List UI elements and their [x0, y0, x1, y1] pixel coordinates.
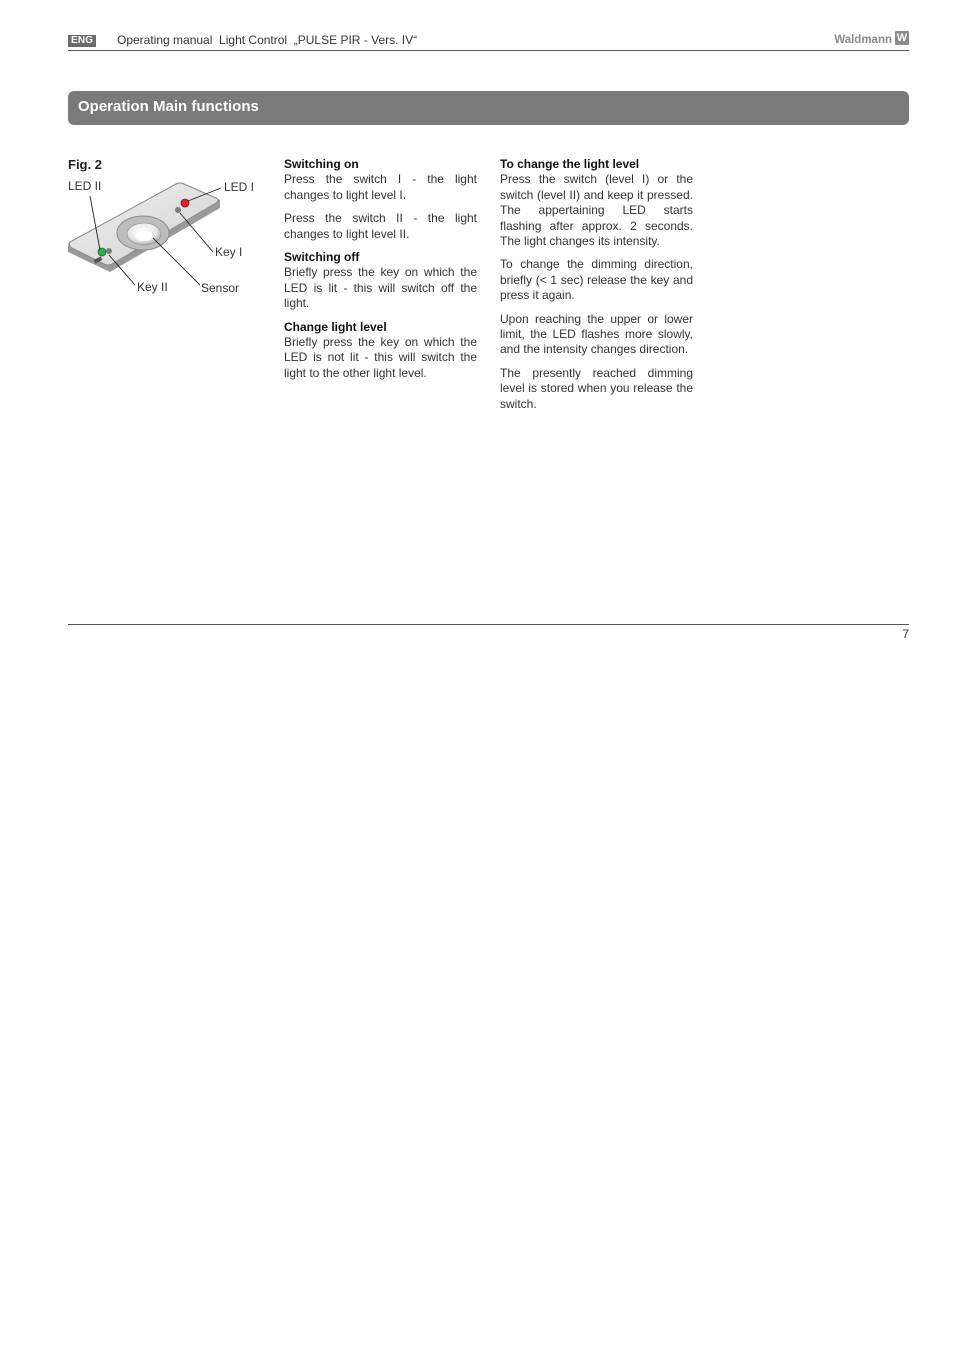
column-switching [284, 157, 477, 389]
section-title: Operation Main functions [78, 98, 259, 115]
figure-label: Fig. 2 [68, 157, 102, 172]
led-ii-green [98, 248, 106, 256]
dimming-text-1: Press the switch (level I) or the switch (level II) and keep it pressed. The appertaining LED starts flashing after approx. 2 seconds. The light changes its intensity. [500, 172, 693, 249]
switching-off-heading: Switching off [284, 250, 360, 265]
change-level-block [284, 320, 477, 382]
leader-sensor [153, 238, 200, 285]
led-i-red [181, 199, 189, 207]
brand-name: Waldmann [834, 34, 892, 46]
brand-logo-icon: W [896, 32, 908, 44]
switching-on-heading: Switching on [284, 157, 359, 171]
sensor-highlight [135, 231, 153, 241]
key-i-button [175, 207, 181, 213]
brand [834, 30, 909, 46]
change-level-heading: Change light level [284, 319, 387, 334]
change-level-text: Briefly press the key on which the LED is not lit - this will switch the light to the other light level. [284, 335, 477, 380]
language-badge: ENG [68, 35, 96, 47]
document-title: Operating manual Light Control „PULSE PIR - Vers. IV“ [117, 33, 418, 47]
page-header [68, 30, 909, 51]
column-dimming [500, 157, 693, 420]
switching-on-block [284, 157, 477, 203]
page-number: 7 [902, 627, 909, 641]
switching-on-text-1: Press the switch I - the light changes to light level I. [284, 172, 477, 202]
callout-led-i: LED I [224, 180, 255, 194]
switching-off-text: Briefly press the key on which the LED is lit - this will switch off the light. [284, 265, 477, 311]
dimming-text-4: The presently reached dimming level is stored when you release the switch. [500, 365, 693, 411]
switching-off-block [284, 250, 477, 312]
footer-divider [68, 624, 909, 625]
callout-key-i: Key I [215, 245, 243, 259]
dimming-text-2: To change the dimming direction, briefly (< 1 sec) release the key and press it again. [500, 257, 693, 303]
switching-on-text-2: Press the switch II - the light changes to light level II. [284, 211, 477, 241]
dimming-block [500, 157, 693, 249]
callout-led-ii: LED II [68, 179, 102, 193]
callout-sensor: Sensor [201, 281, 240, 295]
section-header [68, 91, 909, 125]
dimming-heading: To change the light level [500, 157, 640, 171]
key-ii-button [106, 248, 112, 254]
dimming-text-3: Upon reaching the upper or lower limit, the LED flashes more slowly, and the intensity changes direction. [500, 311, 693, 357]
switch-illustration [68, 178, 268, 303]
callout-key-ii: Key II [137, 280, 168, 294]
